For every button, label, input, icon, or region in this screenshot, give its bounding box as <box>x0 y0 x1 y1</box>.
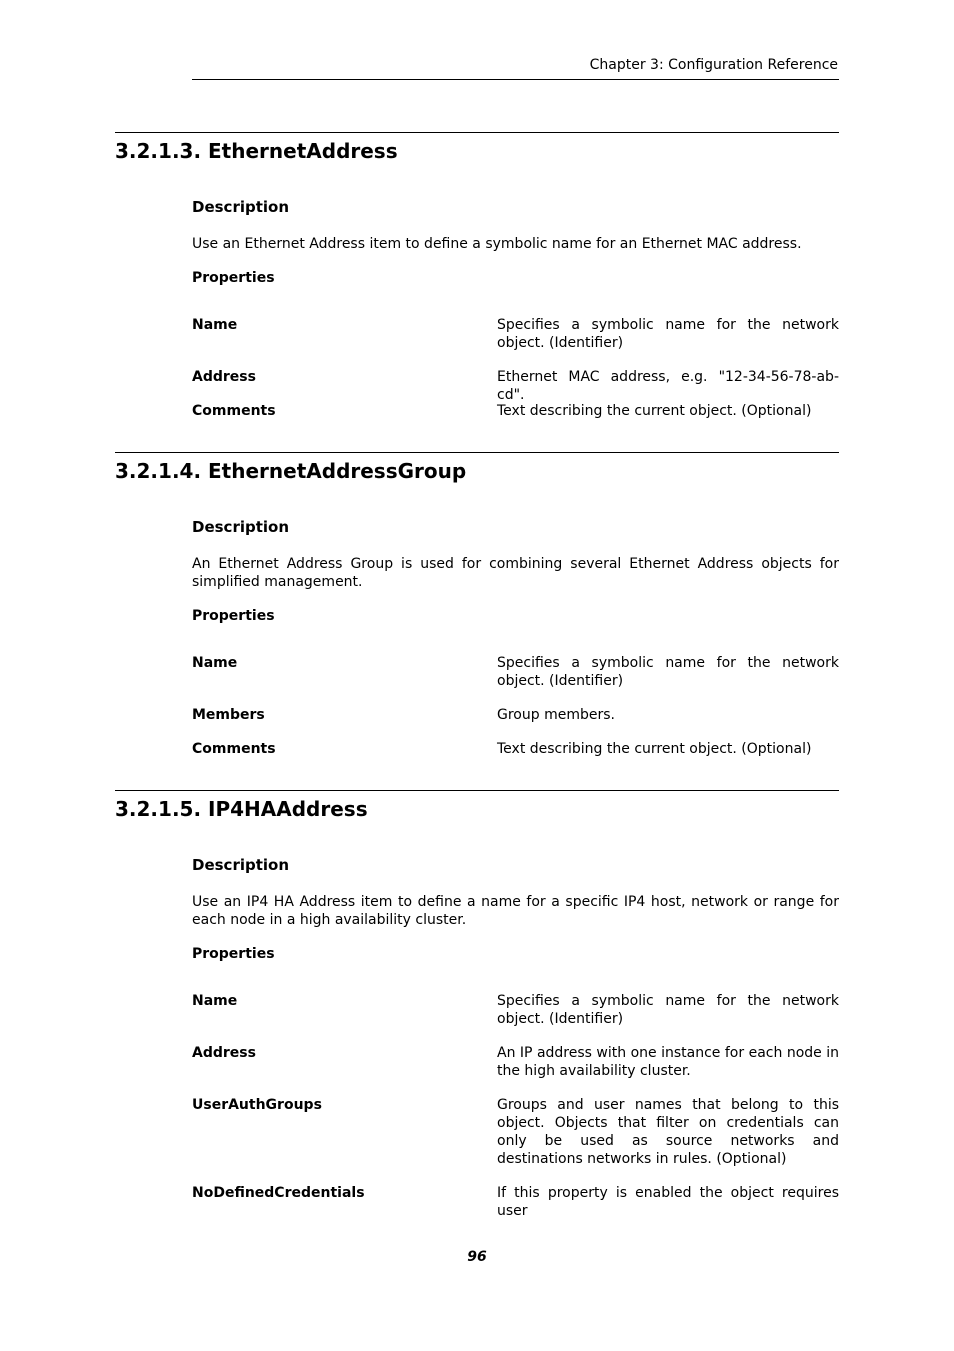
description-text: An Ethernet Address Group is used for combining several Ethernet Address objects for simplified management. <box>192 556 839 590</box>
section-divider <box>115 790 839 791</box>
property-name: NoDefinedCredentials <box>192 1185 365 1201</box>
property-description: Text describing the current object. (Optional) <box>497 741 812 757</box>
header-divider <box>192 79 839 80</box>
running-header: Chapter 3: Configuration Reference <box>589 57 838 73</box>
section-title-ethernetaddressgroup: 3.2.1.4. EthernetAddressGroup <box>115 459 467 483</box>
property-description: If this property is enabled the object requires user <box>497 1185 839 1219</box>
section-divider <box>115 452 839 453</box>
description-text: Use an IP4 HA Address item to define a name for a specific IP4 host, network or range for each node in a high availability cluster. <box>192 894 839 928</box>
property-description: Ethernet MAC address, e.g. "12-34-56-78-ab-cd". <box>497 369 839 403</box>
description-text: Use an Ethernet Address item to define a symbolic name for an Ethernet MAC address. <box>192 236 802 252</box>
property-description: Specifies a symbolic name for the network object. (Identifier) <box>497 993 839 1027</box>
property-description: Group members. <box>497 707 615 723</box>
section-divider <box>115 132 839 133</box>
property-description: An IP address with one instance for each node in the high availability cluster. <box>497 1045 839 1079</box>
property-description: Specifies a symbolic name for the network object. (Identifier) <box>497 317 839 351</box>
properties-heading: Properties <box>192 608 275 624</box>
property-name: UserAuthGroups <box>192 1097 322 1113</box>
property-name: Address <box>192 369 256 385</box>
property-description: Groups and user names that belong to this object. Objects that filter on credentials can only be used as source networks and destinations networks in rules. (Optional) <box>497 1097 839 1167</box>
property-name: Comments <box>192 403 276 419</box>
description-heading: Description <box>192 198 290 216</box>
property-name: Address <box>192 1045 256 1061</box>
property-name: Name <box>192 655 238 671</box>
page-number: 96 <box>467 1249 487 1265</box>
property-name: Comments <box>192 741 276 757</box>
description-heading: Description <box>192 856 290 874</box>
description-heading: Description <box>192 518 290 536</box>
property-name: Members <box>192 707 265 723</box>
property-description: Text describing the current object. (Optional) <box>497 403 812 419</box>
property-description: Specifies a symbolic name for the network object. (Identifier) <box>497 655 839 689</box>
property-name: Name <box>192 317 238 333</box>
section-title-ip4haaddress: 3.2.1.5. IP4HAAddress <box>115 797 368 821</box>
property-name: Name <box>192 993 238 1009</box>
properties-heading: Properties <box>192 270 275 286</box>
section-title-ethernetaddress: 3.2.1.3. EthernetAddress <box>115 139 398 163</box>
properties-heading: Properties <box>192 946 275 962</box>
